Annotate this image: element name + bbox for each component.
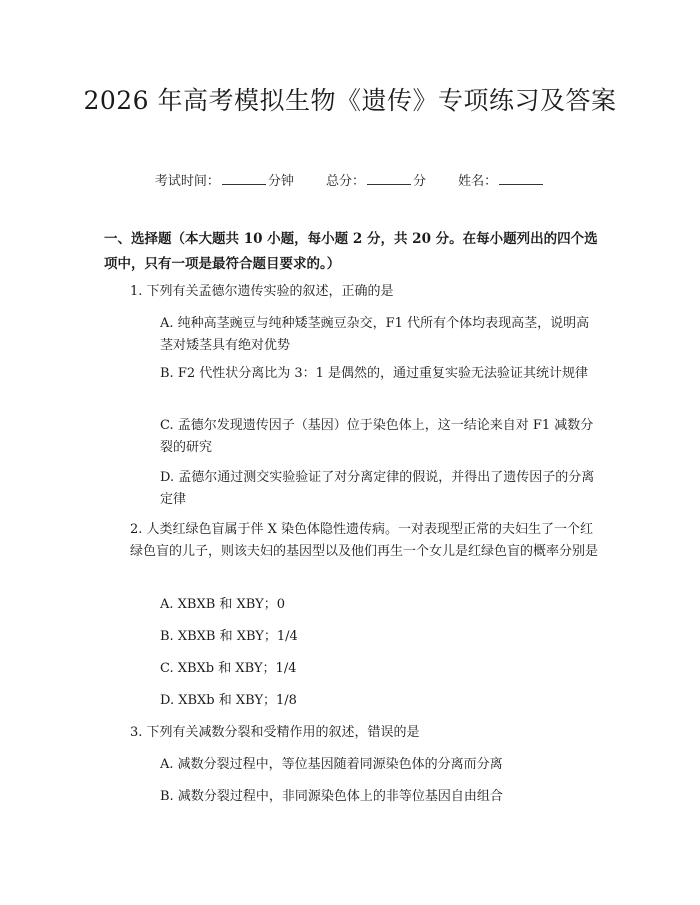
exam-name: [458, 170, 545, 189]
question-1-option-c: C. 孟德尔发现遗传因子（基因）位于染色体上，这一结论来自对 F1 减数分裂的研究: [160, 418, 594, 455]
question-1-option-b: B. F2 代性状分离比为 3：1 是偶然的，通过重复实验无法验证其统计规律: [160, 366, 589, 381]
name-label: 姓名：: [458, 174, 498, 189]
exam-score: [326, 170, 426, 189]
question-2-option-a: A. XBXB 和 XBY；0: [160, 597, 285, 612]
question-1-option-a: A. 纯种高茎豌豆与纯种矮茎豌豆杂交，F1 代所有个体均表现高茎，说明高茎对矮茎具有绝对优势: [160, 316, 590, 353]
score-unit: 分: [413, 174, 427, 189]
score-label: 总分：: [325, 174, 365, 189]
section-heading: 一、选择题（本大题共 10 小题，每小题 2 分，共 20 分。在每小题列出的四个选项中，只有一项是最符合题目要求的。）: [104, 231, 598, 272]
question-1-option-d: D. 孟德尔通过测交实验验证了对分离定律的假说，并得出了遗传因子的分离定律: [160, 470, 595, 507]
document-title: 2026 年高考模拟生物《遗传》专项练习及答案: [83, 86, 617, 115]
score-blank: [367, 172, 411, 185]
name-blank: [499, 172, 543, 185]
question-3-stem: 3. 下列有关减数分裂和受精作用的叙述，错误的是: [130, 725, 420, 740]
exam-meta: [0, 170, 700, 189]
exam-time: [155, 170, 294, 189]
question-1-stem: 1. 下列有关孟德尔遗传实验的叙述，正确的是: [130, 284, 394, 299]
time-label: 考试时间：: [154, 174, 220, 189]
question-2-stem: 2. 人类红绿色盲属于伴 X 染色体隐性遗传病。一对表现型正常的夫妇生了一个红绿色盲的儿子，则该夫妇的基因型以及他们再生一个女儿是红绿色盲的概率分别是: [130, 522, 599, 559]
question-3-option-b: B. 减数分裂过程中，非同源染色体上的非等位基因自由组合: [160, 789, 503, 804]
time-unit: 分钟: [267, 174, 294, 189]
question-3-option-a: A. 减数分裂过程中，等位基因随着同源染色体的分离而分离: [160, 757, 503, 772]
time-blank: [222, 172, 266, 185]
question-2-option-c: C. XBXb 和 XBY；1/4: [160, 661, 297, 676]
question-2-option-d: D. XBXb 和 XBY；1/8: [160, 693, 297, 708]
question-2-option-b: B. XBXB 和 XBY；1/4: [160, 629, 298, 644]
